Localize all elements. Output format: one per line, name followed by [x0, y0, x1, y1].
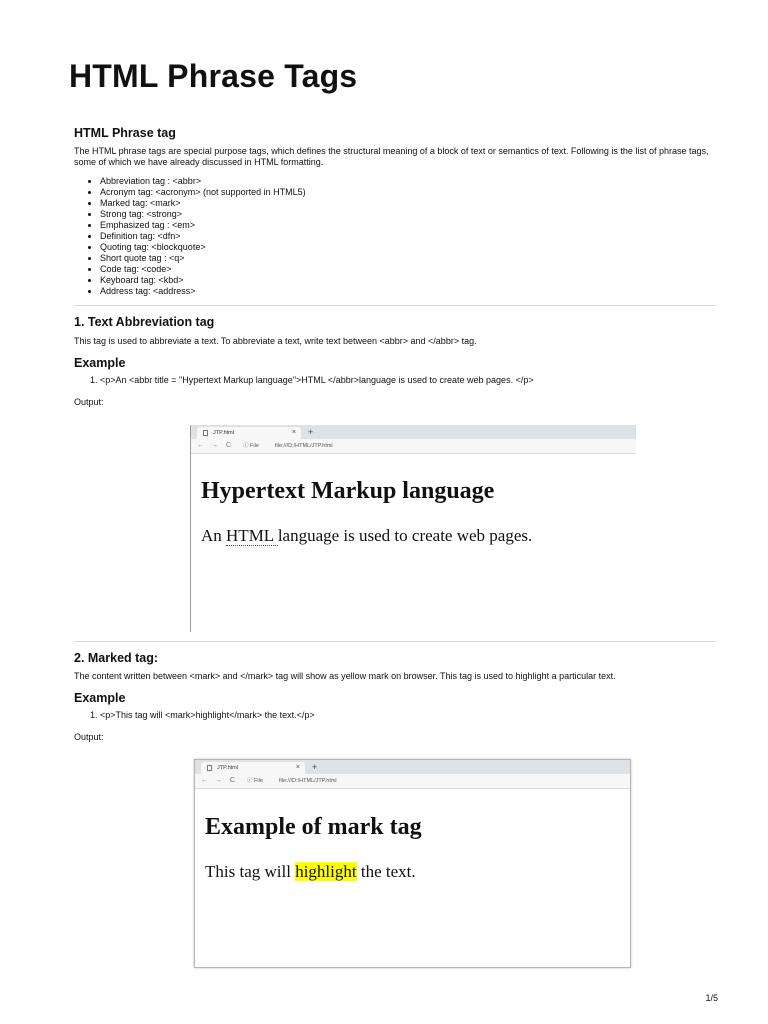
- list-item: • Short quote tag : <q>: [100, 253, 716, 264]
- section-divider: [74, 641, 716, 642]
- page-title: HTML Phrase Tags: [69, 58, 358, 94]
- back-arrow-icon: ←: [201, 777, 208, 784]
- code-line: 1. <p>An <abbr title = "Hypertext Markup language">HTML </abbr>language is used to create web pages. </p>: [100, 375, 716, 386]
- list-item: • Definition tag: <dfn>: [100, 231, 716, 242]
- url-text: file:///D:/HTML/JTP.html: [279, 778, 337, 784]
- list-item: • Keyboard tag: <kbd>: [100, 275, 716, 286]
- back-arrow-icon: ←: [197, 442, 204, 449]
- reload-icon: C: [226, 442, 232, 449]
- paragraph-start: This tag will: [205, 862, 296, 881]
- section1-code-list: [74, 375, 716, 386]
- list-item: • Quoting tag: <blockquote>: [100, 242, 716, 253]
- file-indicator: ⓘ File: [243, 443, 259, 449]
- rendered-paragraph: [205, 862, 416, 882]
- new-tab-icon: +: [308, 427, 314, 437]
- browser-tab-bar: [195, 760, 630, 774]
- list-item: • Code tag: <code>: [100, 264, 716, 275]
- tab-close-icon: ×: [295, 764, 300, 771]
- paragraph-end: language is used to create web pages.: [277, 526, 533, 545]
- list-item: • Acronym tag: <acronym> (not supported in HTML5): [100, 187, 716, 198]
- section-divider: [74, 305, 716, 306]
- rendered-heading: Example of mark tag: [205, 814, 422, 840]
- forward-arrow-icon: →: [215, 777, 222, 784]
- section2-block: [74, 651, 716, 743]
- tab-title: JTP.html: [217, 765, 238, 771]
- browser-screenshot-mark: [194, 759, 631, 968]
- list-item: • Address tag: <address>: [100, 286, 716, 297]
- section2-code-list: [74, 710, 716, 721]
- browser-tab-bar: [191, 425, 636, 439]
- section1-heading: 1. Text Abbreviation tag: [74, 315, 215, 329]
- intro-heading: HTML Phrase tag: [74, 126, 176, 140]
- tab-title: JTP.html: [213, 430, 234, 436]
- browser-address-bar: [191, 439, 636, 454]
- intro-paragraph: The HTML phrase tags are special purpose tags, which defines the structural meaning of a block of text or semantics of text. Following is the list of phrase tags, some of which we have already discussed in HTML formatting.: [74, 146, 709, 167]
- page-icon: [203, 430, 208, 436]
- browser-tab: [197, 427, 301, 439]
- browser-screenshot-abbr: [190, 425, 636, 632]
- abbr-text: HTML: [226, 526, 278, 545]
- section2-output-label: Output:: [74, 732, 104, 742]
- page-number: 1/5: [705, 993, 718, 1003]
- list-item: • Abbreviation tag : <abbr>: [100, 176, 716, 187]
- page-icon: [207, 765, 212, 771]
- rendered-heading: Hypertext Markup language: [201, 478, 495, 504]
- rendered-paragraph: [201, 526, 532, 546]
- code-line: 1. <p>This tag will <mark>highlight</mark> the text.</p>: [100, 710, 716, 721]
- content-column: [74, 126, 716, 408]
- highlighted-text: highlight: [295, 862, 357, 881]
- browser-viewport: [195, 789, 630, 967]
- list-item: • Marked tag: <mark>: [100, 198, 716, 209]
- forward-arrow-icon: →: [211, 442, 218, 449]
- file-indicator: ⓘ File: [247, 778, 263, 784]
- new-tab-icon: +: [312, 762, 318, 772]
- section1-example-heading: Example: [74, 356, 126, 370]
- reload-icon: C: [230, 777, 236, 784]
- section1-output-label: Output:: [74, 397, 104, 407]
- browser-tab: [201, 762, 305, 774]
- paragraph-start: An: [201, 526, 227, 545]
- paragraph-end: the text.: [356, 862, 416, 881]
- section2-heading: 2. Marked tag:: [74, 651, 159, 665]
- tab-close-icon: ×: [291, 429, 296, 436]
- section2-example-heading: Example: [74, 691, 126, 705]
- url-text: file:///D:/HTML/JTP.html: [275, 443, 333, 449]
- phrase-tag-list: [74, 176, 716, 297]
- section2-paragraph: The content written between <mark> and </mark> tag will show as yellow mark on browser. This tag is used to highlight a particular text.: [74, 671, 616, 681]
- browser-address-bar: [195, 774, 630, 789]
- section1-paragraph: This tag is used to abbreviate a text. To abbreviate a text, write text between <abbr> and </abbr> tag.: [74, 336, 477, 346]
- browser-viewport: [191, 454, 636, 632]
- list-item: • Strong tag: <strong>: [100, 209, 716, 220]
- list-item: • Emphasized tag : <em>: [100, 220, 716, 231]
